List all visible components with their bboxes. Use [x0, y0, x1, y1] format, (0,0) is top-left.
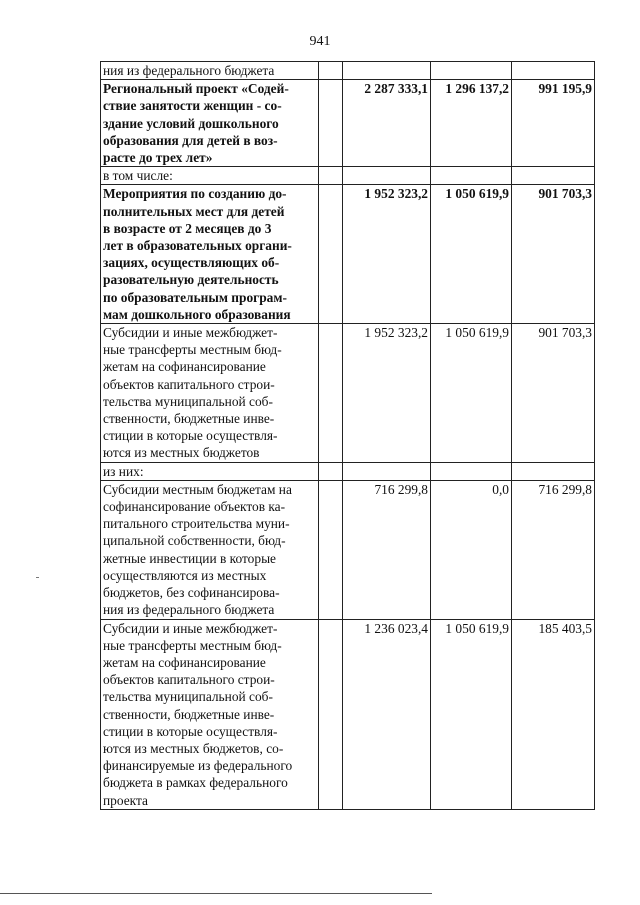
row-name-line: расте до трех лет» — [103, 150, 213, 166]
row-name-line: зациях, осуществляющих об- — [103, 255, 280, 271]
row-name-line: жетам на софинансирование — [103, 359, 266, 375]
row-value-2: 0,0 — [431, 480, 512, 619]
row-name-line: софинансирование объектов ка- — [103, 499, 286, 515]
row-name-cell — [101, 480, 319, 619]
row-name-line: ствие занятости женщин - со- — [103, 98, 282, 114]
row-value-2 — [431, 462, 512, 480]
table-row — [101, 80, 595, 167]
row-name-line: проекта — [103, 792, 148, 808]
row-name-line: Субсидии и иные межбюджет- — [103, 620, 278, 636]
row-empty-cell — [319, 62, 343, 80]
row-name-line: жетам на софинансирование — [103, 654, 266, 670]
table-row — [101, 62, 595, 80]
row-name-line: Субсидии местным бюджетам на — [103, 481, 292, 497]
row-value-2: 1 050 619,9 — [431, 324, 512, 463]
row-empty-cell — [319, 480, 343, 619]
row-value-3 — [512, 62, 595, 80]
row-name-line: ния из федерального бюджета — [103, 63, 275, 78]
row-name-line: осуществляются из местных — [103, 567, 267, 583]
row-empty-cell — [319, 324, 343, 463]
row-name-line: Мероприятия по созданию до- — [103, 186, 287, 202]
row-empty-cell — [319, 167, 343, 185]
row-value-2 — [431, 167, 512, 185]
row-value-1 — [343, 462, 431, 480]
row-value-1: 1 952 323,2 — [343, 324, 431, 463]
row-name-line: ные трансферты местным бюд- — [103, 637, 282, 653]
row-value-2: 1 050 619,9 — [431, 619, 512, 809]
row-value-1: 716 299,8 — [343, 480, 431, 619]
row-name-line: ются из местных бюджетов, со- — [103, 740, 284, 756]
row-name-line: объектов капитального строи- — [103, 376, 275, 392]
row-name-line: объектов капитального строи- — [103, 672, 275, 688]
row-name-line: ципальной собственности, бюд- — [103, 533, 286, 549]
row-empty-cell — [319, 185, 343, 324]
row-name-line: ственности, бюджетные инве- — [103, 411, 275, 427]
page-number: 941 — [309, 34, 331, 49]
row-name-line: бюджетов, без софинансирова- — [103, 585, 280, 601]
row-name-line: ные трансферты местным бюд- — [103, 342, 282, 358]
table-row — [101, 185, 595, 324]
table-row — [101, 167, 595, 185]
row-value-1 — [343, 62, 431, 80]
table-row — [101, 619, 595, 809]
row-value-1: 1 236 023,4 — [343, 619, 431, 809]
budget-table — [100, 61, 595, 810]
row-value-1 — [343, 167, 431, 185]
row-name-line: жетные инвестиции в которые — [103, 550, 277, 566]
row-name-cell — [101, 62, 319, 80]
table-row — [101, 324, 595, 463]
row-name-cell — [101, 167, 319, 185]
row-name-cell — [101, 80, 319, 167]
row-value-3: 185 403,5 — [512, 619, 595, 809]
row-value-3 — [512, 462, 595, 480]
row-name-line: по образовательным програм- — [103, 289, 287, 305]
row-name-line: из них: — [103, 463, 144, 479]
row-name-line: полнительных мест для детей — [103, 203, 285, 219]
row-name-line: тельства муниципальной соб- — [103, 393, 273, 409]
row-empty-cell — [319, 80, 343, 167]
table-row — [101, 462, 595, 480]
row-name-line: образования для детей в воз- — [103, 132, 278, 148]
row-name-line: ния из федерального бюджета — [103, 602, 275, 618]
row-name-line: здание условий дошкольного — [103, 115, 279, 131]
row-value-1: 2 287 333,1 — [343, 80, 431, 167]
row-name-cell — [101, 462, 319, 480]
row-empty-cell — [319, 619, 343, 809]
row-name-line: бюджета в рамках федерального — [103, 775, 288, 791]
row-name-cell — [101, 185, 319, 324]
row-name-line: питального строительства муни- — [103, 516, 290, 532]
row-name-line: стиции в которые осуществля- — [103, 723, 278, 739]
row-name-line: в возрасте от 2 месяцев до 3 — [103, 220, 272, 236]
row-empty-cell — [319, 462, 343, 480]
row-value-2: 1 296 137,2 — [431, 80, 512, 167]
scan-mark — [36, 577, 39, 578]
row-value-2 — [431, 62, 512, 80]
row-value-3: 716 299,8 — [512, 480, 595, 619]
row-name-line: ственности, бюджетные инве- — [103, 706, 275, 722]
row-name-cell — [101, 619, 319, 809]
row-value-3: 901 703,3 — [512, 324, 595, 463]
row-name-line: финансируемые из федерального — [103, 758, 293, 774]
row-name-line: ются из местных бюджетов — [103, 445, 260, 461]
row-name-line: лет в образовательных органи- — [103, 238, 292, 254]
row-name-line: разовательную деятельность — [103, 272, 279, 288]
row-value-3: 991 195,9 — [512, 80, 595, 167]
row-name-line: Субсидии и иные межбюджет- — [103, 325, 278, 341]
row-value-2: 1 050 619,9 — [431, 185, 512, 324]
budget-table-body — [101, 62, 595, 810]
row-value-1: 1 952 323,2 — [343, 185, 431, 324]
row-name-cell — [101, 324, 319, 463]
row-value-3: 901 703,3 — [512, 185, 595, 324]
row-name-line: тельства муниципальной соб- — [103, 689, 273, 705]
row-name-line: Региональный проект «Содей- — [103, 81, 289, 97]
footer-rule — [0, 893, 432, 894]
table-row — [101, 480, 595, 619]
row-value-3 — [512, 167, 595, 185]
row-name-line: в том числе: — [103, 168, 173, 184]
row-name-line: стиции в которые осуществля- — [103, 428, 278, 444]
row-name-line: мам дошкольного образования — [103, 306, 291, 322]
